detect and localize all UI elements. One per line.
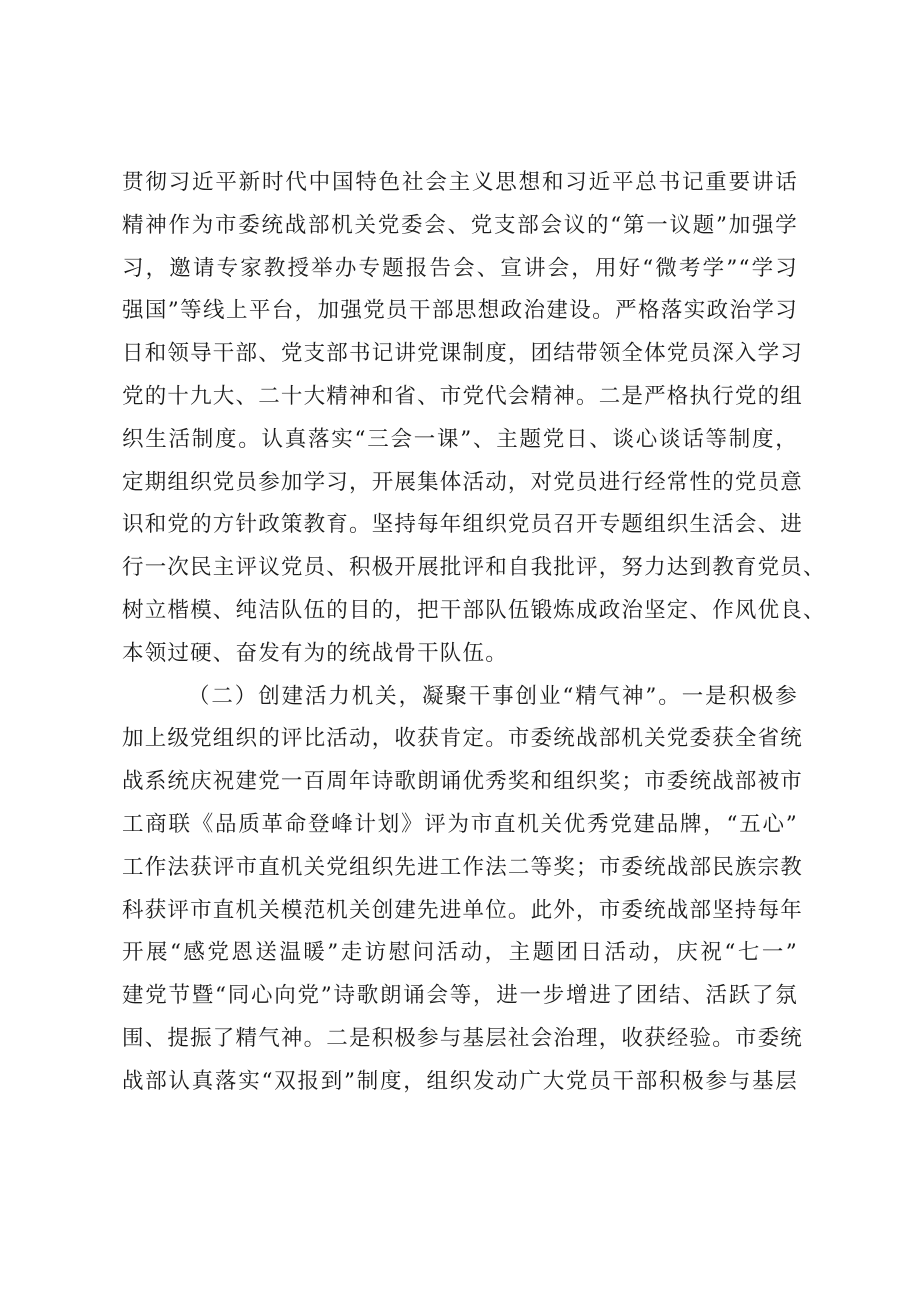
text-line: 精神作为市委统战部机关党委会、党支部会议的“第一议题”加强学 bbox=[122, 212, 798, 238]
text-line: 工商联《品质革命登峰计划》评为市直机关优秀党建品牌，“五心” bbox=[122, 811, 798, 837]
text-line: 织生活制度。认真落实“三会一课”、主题党日、谈心谈话等制度， bbox=[122, 426, 798, 452]
body-text bbox=[122, 162, 826, 1104]
text-line: 科获评市直机关模范机关创建先进单位。此外，市委统战部坚持每年 bbox=[122, 897, 804, 923]
section-heading-line: （二）创建活力机关，凝聚干事创业“精气神”。一是积极参 bbox=[188, 683, 798, 709]
text-line: 战部认真落实“双报到”制度，组织发动广大党员干部积极参与基层 bbox=[122, 1068, 798, 1094]
text-line: 战系统庆祝建党一百周年诗歌朗诵优秀奖和组织奖；市委统战部被市 bbox=[122, 769, 804, 795]
text-line: 本领过硬、奋发有为的统战骨干队伍。 bbox=[122, 640, 508, 666]
text-line: 定期组织党员参加学习，开展集体活动，对党员进行经常性的党员意 bbox=[122, 469, 804, 495]
text-line: 党的十九大、二十大精神和省、市党代会精神。二是严格执行党的组 bbox=[122, 383, 804, 409]
text-line: 日和领导干部、党支部书记讲党课制度，团结带领全体党员深入学习 bbox=[122, 341, 804, 367]
text-line: 开展“感党恩送温暖”走访慰问活动，主题团日活动，庆祝“七一” bbox=[122, 940, 798, 966]
text-line: 围、提振了精气神。二是积极参与基层社会治理，收获经验。市委统 bbox=[122, 1025, 804, 1051]
text-line: 习，邀请专家教授举办专题报告会、宣讲会，用好“微考学”“学习 bbox=[122, 255, 798, 281]
text-line: 工作法获评市直机关党组织先进工作法二等奖；市委统战部民族宗教 bbox=[122, 854, 804, 880]
text-line: 行一次民主评议党员、积极开展批评和自我批评，努力达到教育党员、 bbox=[122, 555, 826, 581]
text-line: 建党节暨“同心向党”诗歌朗诵会等，进一步增进了团结、活跃了氛 bbox=[122, 983, 798, 1009]
text-line: 识和党的方针政策教育。坚持每年组织党员召开专题组织生活会、进 bbox=[122, 512, 804, 538]
text-line: 强国”等线上平台，加强党员干部思想政治建设。严格落实政治学习 bbox=[122, 298, 798, 324]
text-line: 树立楷模、纯洁队伍的目的，把干部队伍锻炼成政治坚定、作风优良、 bbox=[122, 597, 826, 623]
text-line: 加上级党组织的评比活动，收获肯定。市委统战部机关党委获全省统 bbox=[122, 726, 804, 752]
text-line: 贯彻习近平新时代中国特色社会主义思想和习近平总书记重要讲话 bbox=[122, 170, 798, 195]
